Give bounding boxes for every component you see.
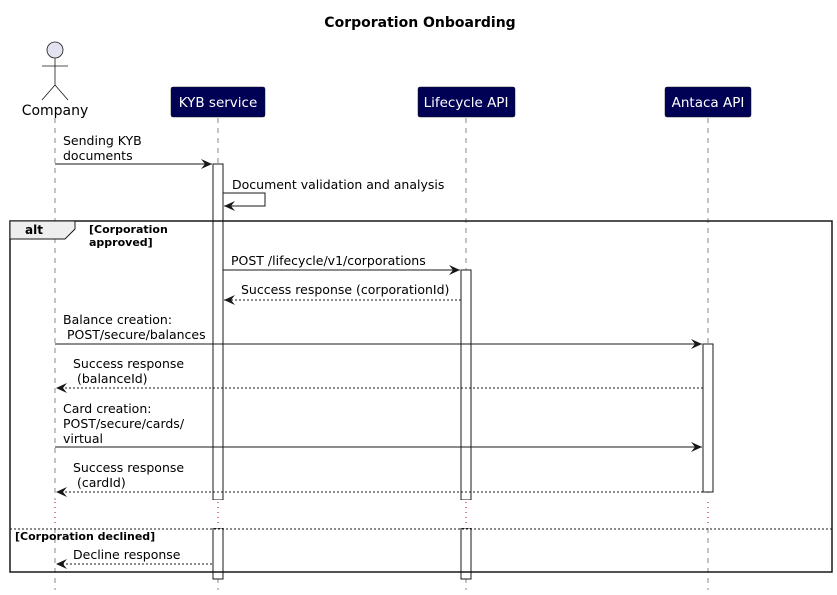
svg-text:Success response: Success response — [73, 356, 185, 371]
activation-antaca — [703, 344, 713, 492]
message-2-self — [223, 177, 444, 206]
svg-text:POST/secure/cards/: POST/secure/cards/ — [63, 416, 185, 431]
participant-antaca[interactable] — [665, 87, 751, 117]
message-6 — [56, 356, 703, 388]
activation-lifecycle — [461, 270, 471, 500]
diagram-title: Corporation Onboarding — [324, 15, 516, 31]
fragment-keyword: alt — [25, 223, 43, 237]
actor-head-icon — [47, 42, 63, 58]
fragment-guard-line-1: [Corporation — [89, 223, 168, 236]
activation-kyb — [213, 164, 223, 500]
svg-text:documents: documents — [63, 148, 133, 163]
svg-text:(cardId): (cardId) — [73, 475, 126, 490]
participant-label: Antaca API — [671, 95, 745, 111]
message-8 — [56, 460, 703, 492]
fragment-guard-line-2: approved] — [89, 236, 153, 249]
svg-text:POST/secure/balances: POST/secure/balances — [63, 327, 206, 342]
message-9 — [56, 547, 212, 564]
svg-text:Document validation and analys: Document validation and analysis — [232, 177, 445, 192]
message-3 — [223, 253, 460, 270]
svg-text:Balance creation:: Balance creation: — [63, 312, 173, 327]
message-1 — [55, 133, 212, 164]
participant-label: KYB service — [178, 95, 258, 111]
svg-text:Success response: Success response — [73, 460, 185, 475]
svg-text:virtual: virtual — [63, 431, 103, 446]
actor-label: Company — [21, 103, 89, 119]
svg-text:Sending KYB: Sending KYB — [63, 133, 142, 148]
svg-text:(balanceId): (balanceId) — [73, 371, 148, 386]
svg-text:POST /lifecycle/v1/corporation: POST /lifecycle/v1/corporations — [231, 253, 426, 268]
svg-text:Decline response: Decline response — [73, 547, 181, 562]
message-5 — [55, 312, 702, 344]
message-4 — [224, 282, 461, 300]
participant-lifecycle[interactable] — [418, 87, 515, 117]
participant-label: Lifecycle API — [423, 95, 509, 111]
participant-kyb[interactable] — [171, 87, 265, 117]
svg-text:Card creation:: Card creation: — [63, 401, 152, 416]
svg-text:Success response (corporationI: Success response (corporationId) — [241, 282, 450, 297]
actor-company[interactable] — [22, 42, 89, 119]
fragment-guard-2: [Corporation declined] — [15, 530, 156, 543]
message-7 — [55, 401, 702, 447]
